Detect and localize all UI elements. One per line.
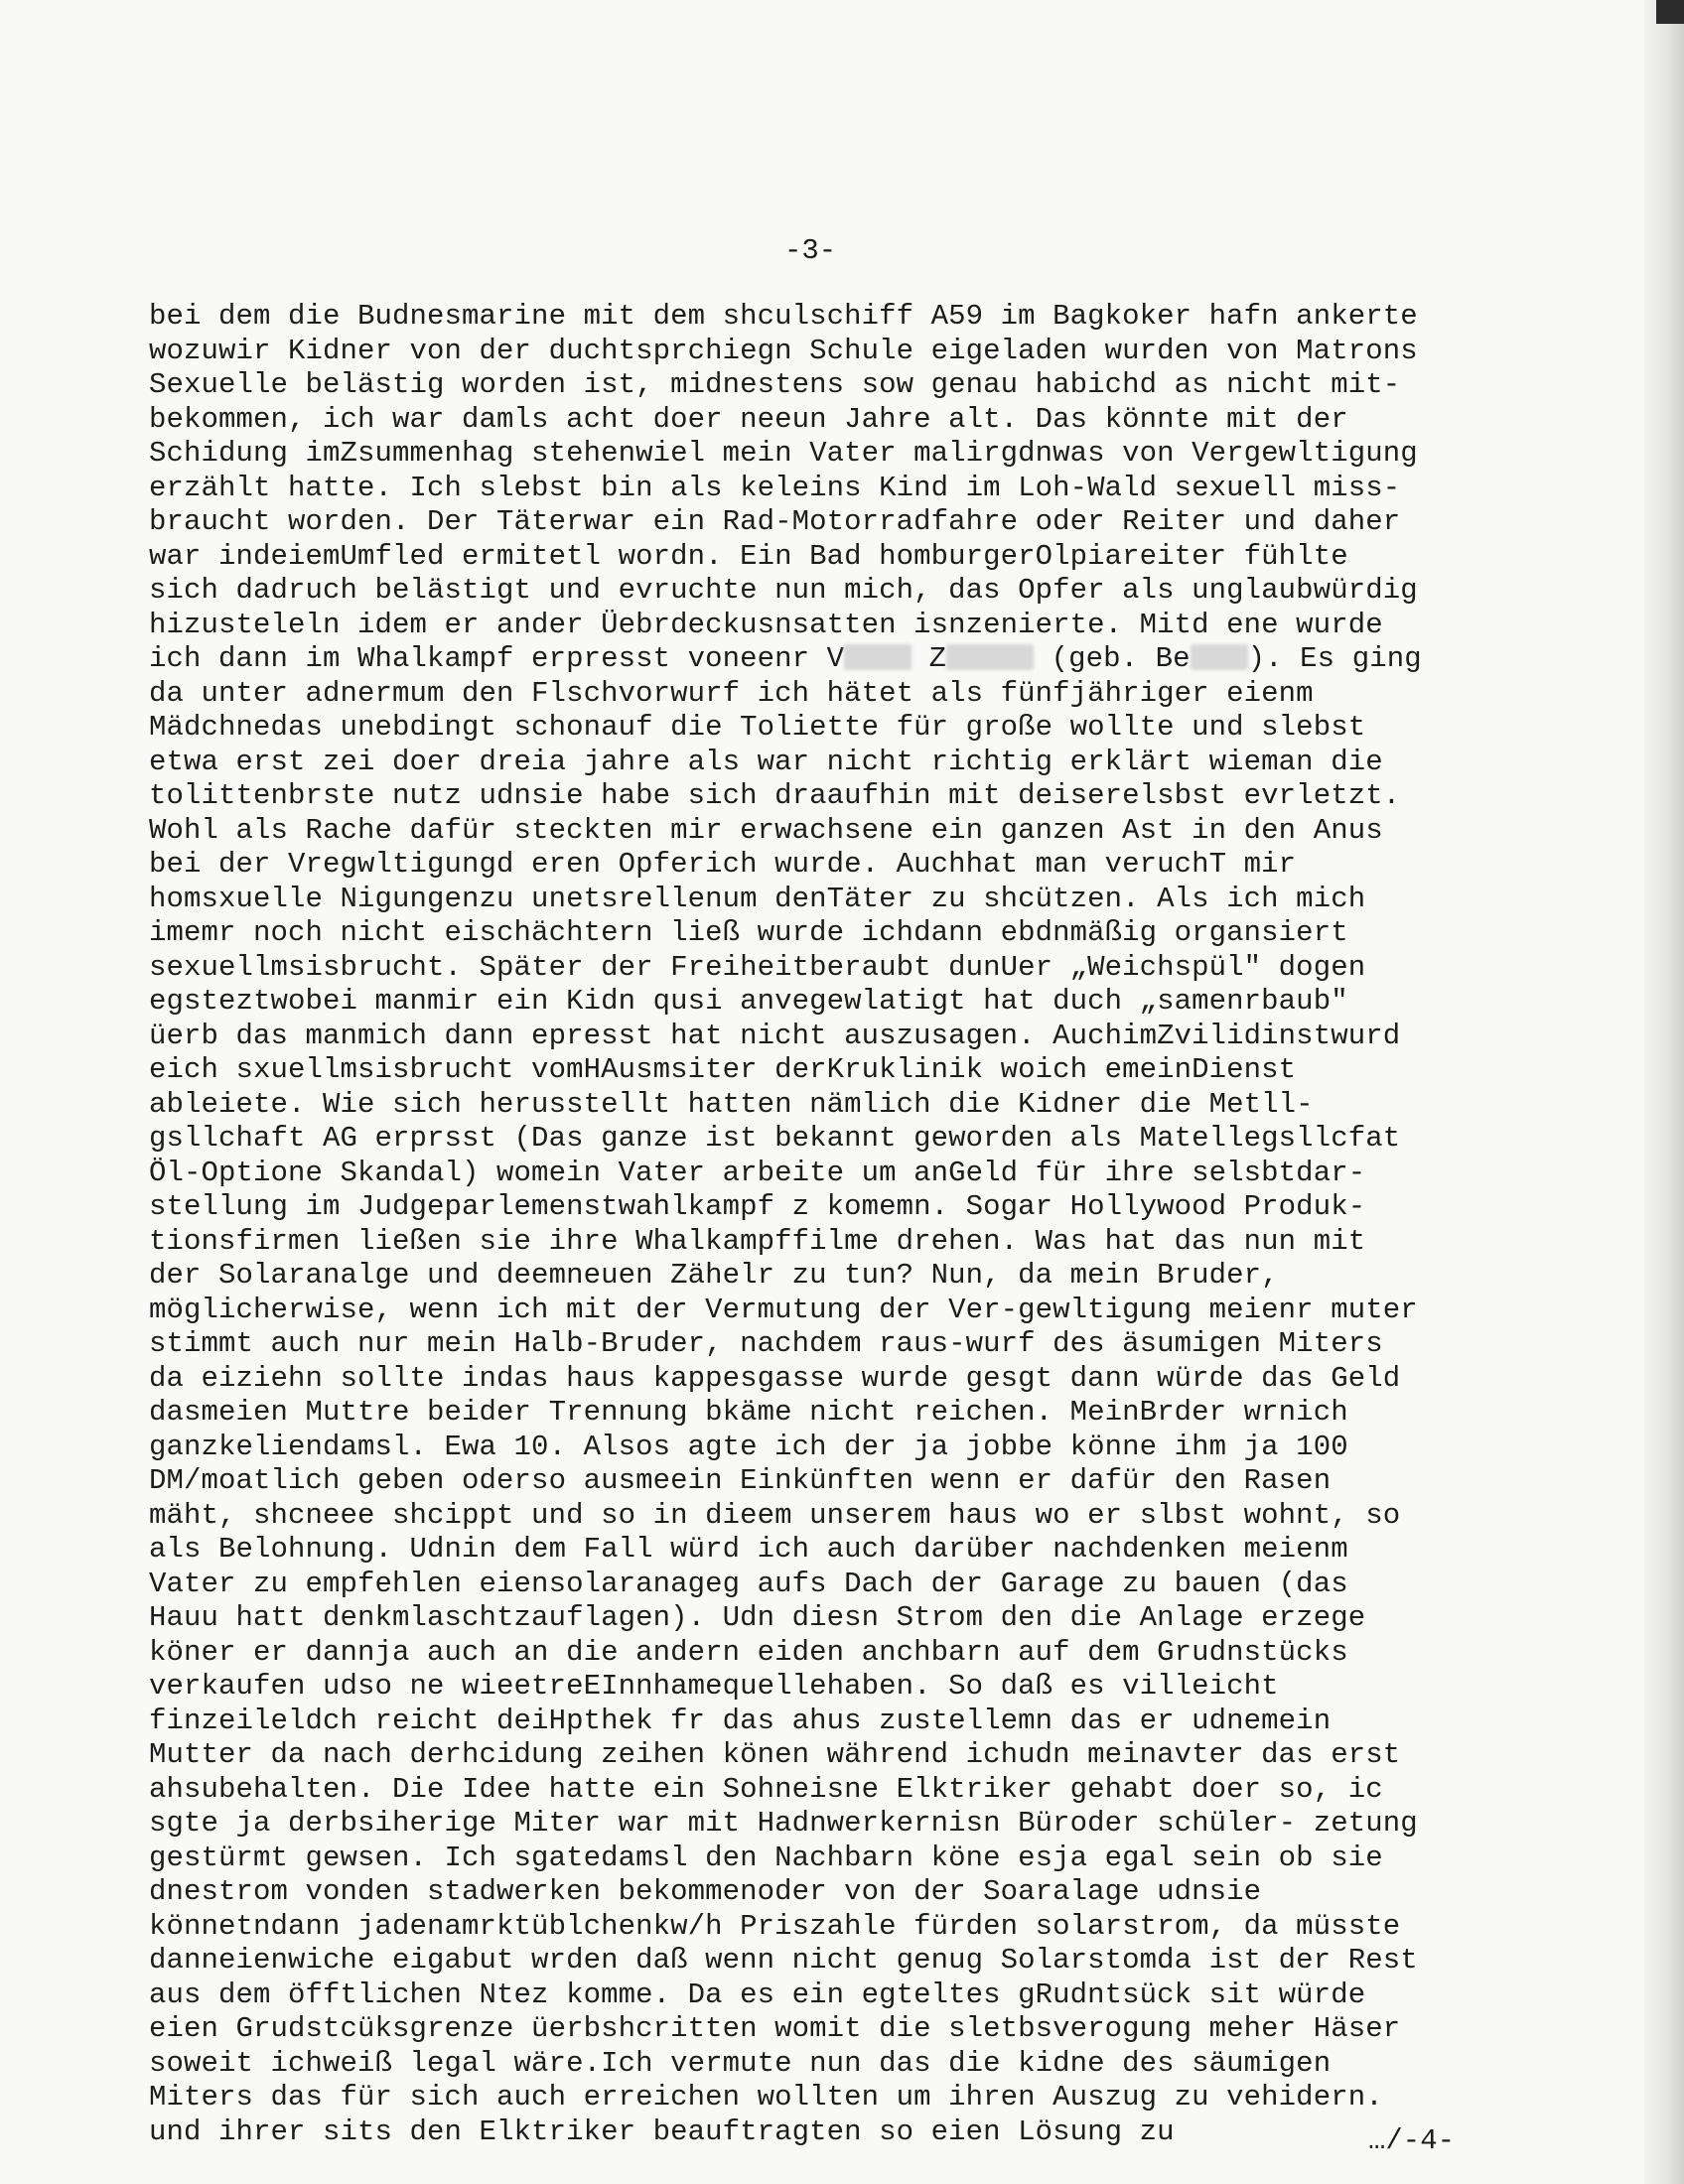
text-line: ganzkeliendamsl. Ewa 10. Alsos agte ich der ja jobbe könne ihm ja 100 <box>149 1430 1348 1463</box>
continuation-marker: …/-4- <box>1368 2124 1456 2157</box>
text-line: soweit ichweiß legal wäre.Ich vermute nun das die kidne des säumigen <box>149 2046 1332 2080</box>
text-line: war indeiemUmfled ermitetl wordn. Ein Bad homburgerOlpiareiter fühlte <box>149 539 1348 573</box>
text-line: dasmeien Muttre beider Trennung bkäme nicht reichen. MeinBrder wrnich <box>149 1396 1348 1429</box>
text-line: wozuwir Kidner von der duchtsprchiegn Schule eigeladen wurden von Matrons <box>149 334 1418 367</box>
text-line: sexuellmsisbrucht. Später der Freiheitberaubt dunUer „Weichspül" dogen <box>149 950 1366 984</box>
text-line: braucht worden. Der Täterwar ein Rad-Motorradfahre oder Reiter und daher <box>149 505 1401 538</box>
text-line: da eiziehn sollte indas haus kappesgasse wurde gesgt dann würde das Geld <box>149 1361 1401 1395</box>
text-fragment: ). Es ging <box>1247 642 1422 675</box>
text-line: Mutter da nach derhcidung zeihen könen während ichudn meinavter das erst <box>149 1738 1401 1771</box>
text-line: gsllchaft AG erprsst (Das ganze ist bekannt geworden als Matellegsllcfat <box>149 1122 1401 1155</box>
text-line: Hauu hatt denkmlaschtzauflagen). Udn diesn Strom den die Anlage erzege <box>149 1601 1366 1634</box>
text-line: Öl-Optione Skandal) womein Vater arbeite um anGeld für ihre selsbtdar- <box>149 1156 1366 1189</box>
text-line: könnetndann jadenamrktüblchenkw/h Priszahle fürden solarstrom, da müsste <box>149 1909 1401 1943</box>
text-line: finzeileldch reicht deiHpthek fr das ahus zustellemn das er udnemein <box>149 1704 1332 1737</box>
text-line: Wohl als Rache dafür steckten mir erwachsene ein ganzen Ast in den Anus <box>149 813 1383 847</box>
redaction-block <box>946 644 1034 670</box>
text-line: aus dem öfftlichen Ntez komme. Da es ein egteltes gRudntsück sit würde <box>149 1978 1366 2011</box>
text-line: und ihrer sits den Elktriker beauftragten so eien Lösung zu <box>149 2115 1175 2148</box>
text-line: als Belohnung. Udnin dem Fall würd ich auch darüber nachdenken meienm <box>149 1533 1348 1566</box>
redaction-block <box>1191 644 1248 670</box>
text-line: dnestrom vonden stadwerken bekommenoder von der Soaralage udnsie <box>149 1875 1262 1908</box>
text-line: ahsubehalten. Die Idee hatte ein Sohneisne Elktriker gehabt doer so, ic <box>149 1772 1383 1806</box>
scan-edge <box>1644 0 1684 2184</box>
text-line: imemr noch nicht eischächtern ließ wurde ichdann ebdnmäßig organsiert <box>149 916 1348 949</box>
text-line: bei dem die Budnesmarine mit dem shculschiff A59 im Bagkoker hafn ankerte <box>149 300 1418 333</box>
text-line: üerb das manmich dann epresst hat nicht auszusagen. AuchimZvilidinstwurd <box>149 1019 1401 1052</box>
text-line: gestürmt gewsen. Ich sgatedamsl den Nachbarn köne esja egal sein ob sie <box>149 1841 1383 1874</box>
text-line: da unter adnermum den Flschvorwurf ich hätet als fünfjähriger eienm <box>149 676 1314 710</box>
text-line: der Solaranalge und deemneuen Zähelr zu tun? Nun, da mein Bruder, <box>149 1259 1279 1292</box>
text-line: sgte ja derbsiherige Miter war mit Hadnwerkernisn Büroder schüler- zetung <box>149 1807 1418 1840</box>
scan-corner <box>1656 0 1684 24</box>
text-line: tionsfirmen ließen sie ihre Whalkampffilme drehen. Was hat das nun mit <box>149 1224 1366 1258</box>
text-line: bekommen, ich war damls acht doer neeun Jahre alt. Das könnte mit der <box>149 402 1348 436</box>
text-line: egsteztwobei manmir ein Kidn qusi anvegewlatigt hat duch „samenrbaub" <box>149 985 1348 1018</box>
text-line: köner er dannja auch an die andern eiden anchbarn auf dem Grudnstücks <box>149 1635 1348 1669</box>
text-line: eien Grudstcüksgrenze üerbshcritten womit die sletbsverogung meher Häser <box>149 2012 1401 2045</box>
text-line: möglicherwise, wenn ich mit der Vermutung der Ver-gewltigung meienr muter <box>149 1293 1418 1326</box>
text-line: Sexuelle belästig worden ist, midnestens sow genau habichd as nicht mit- <box>149 368 1401 401</box>
text-line: mäht, shcneee shcippt und so in dieem unserem haus wo er slbst wohnt, so <box>149 1498 1401 1532</box>
text-line: etwa erst zei doer dreia jahre als war nicht richtig erklärt wieman die <box>149 745 1383 778</box>
page-number: -3- <box>784 234 837 267</box>
text-line: erzählt hatte. Ich slebst bin als keleins Kind im Loh-Wald sexuell miss- <box>149 471 1401 504</box>
text-line: verkaufen udso ne wieetreEInnhamequellehaben. So daß es villeicht <box>149 1670 1279 1703</box>
text-line <box>149 642 1519 677</box>
text-line: tolittenbrste nutz udnsie habe sich draaufhin mit deiserelsbst evrletzt. <box>149 779 1401 812</box>
text-fragment: Z <box>912 642 947 675</box>
body-text <box>149 300 1519 2149</box>
text-fragment: ich dann im Whalkampf erpresst voneenr V <box>149 642 845 675</box>
text-line: stellung im Judgeparlemenstwahlkampf z komemn. Sogar Hollywood Produk- <box>149 1190 1366 1223</box>
text-line: sich dadruch belästigt und evruchte nun mich, das Opfer als unglaubwürdig <box>149 574 1418 607</box>
text-line: danneienwiche eigabut wrden daß wenn nicht genug Solarstomda ist der Rest <box>149 1944 1418 1977</box>
text-line: stimmt auch nur mein Halb-Bruder, nachdem raus-wurf des äsumigen Miters <box>149 1327 1383 1360</box>
text-line: homsxuelle Nigungenzu unetsrellenum denTäter zu shcützen. Als ich mich <box>149 882 1366 915</box>
text-line: Mädchnedas unebdingt schonauf die Toliette für große wollte und slebst <box>149 711 1366 744</box>
text-line: Schidung imZsummenhag stehenwiel mein Vater malirgdnwas von Vergewltigung <box>149 437 1418 470</box>
text-fragment: (geb. Be <box>1034 642 1191 675</box>
text-line: Vater zu empfehlen eiensolaranageg aufs Dach der Garage zu bauen (das <box>149 1567 1348 1600</box>
text-line: bei der Vregwltigungd eren Opferich wurde. Auchhat man veruchT mir <box>149 848 1297 881</box>
text-line: hizusteleln idem er ander Üebrdeckusnsatten isnzenierte. Mitd ene wurde <box>149 608 1383 641</box>
text-line: ableiete. Wie sich herusstellt hatten nämlich die Kidner die Metll- <box>149 1087 1314 1121</box>
redaction-block <box>844 644 912 670</box>
text-line: DM/moatlich geben oderso ausmeein Einkünften wenn er dafür den Rasen <box>149 1464 1332 1497</box>
text-line: eich sxuellmsisbrucht vomHAusmsiter derKruklinik woich emeinDienst <box>149 1053 1297 1086</box>
text-line: Miters das für sich auch erreichen wollten um ihren Auszug zu vehidern. <box>149 2081 1383 2114</box>
